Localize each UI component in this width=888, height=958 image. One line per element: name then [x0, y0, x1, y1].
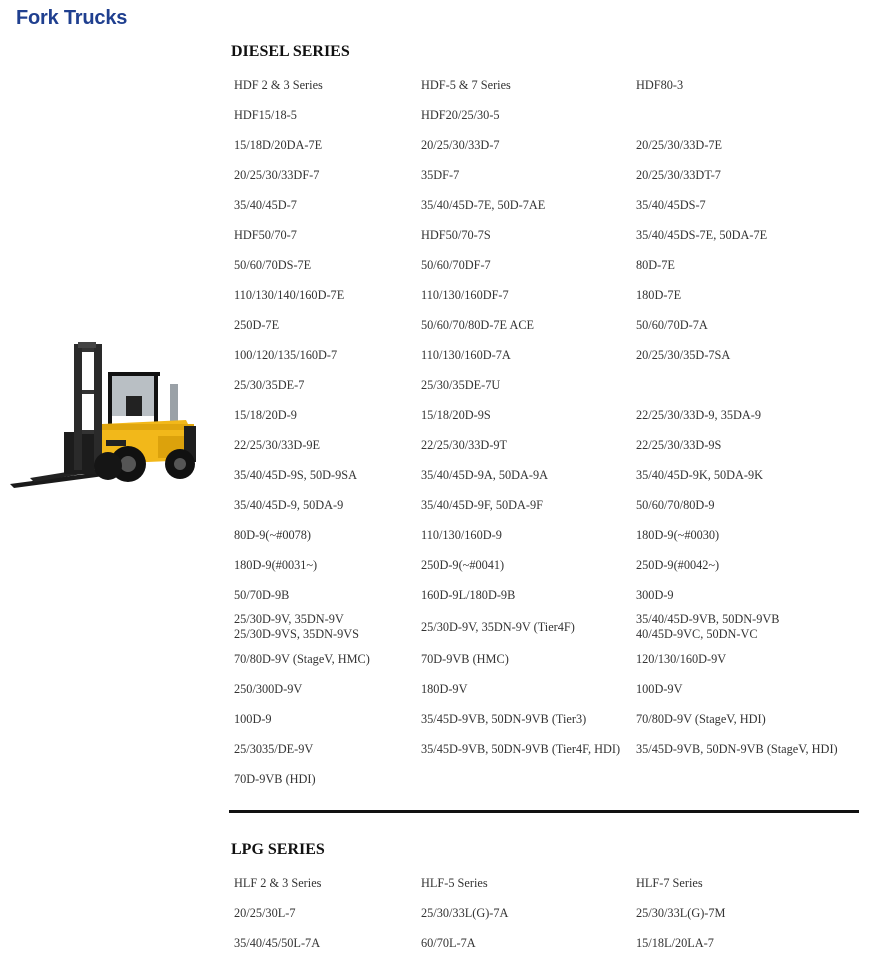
- model-name: 20/25/30/33D-7E: [636, 137, 723, 152]
- model-link[interactable]: [631, 490, 859, 520]
- model-name: 22/25/30/33D-9E: [234, 437, 321, 452]
- section-divider: [229, 810, 859, 813]
- model-name: 35/40/45D-9A, 50DA-9A: [421, 467, 549, 482]
- model-name: 50/60/70DF-7: [421, 257, 491, 272]
- model-link[interactable]: [229, 928, 416, 958]
- model-link[interactable]: [229, 674, 416, 704]
- model-name: 300D-9: [636, 587, 674, 602]
- model-link[interactable]: [416, 280, 631, 310]
- model-link[interactable]: [229, 400, 416, 430]
- model-name: 20/25/30L-7: [234, 905, 296, 920]
- model-link[interactable]: [631, 250, 859, 280]
- model-name: 20/25/30/35D-7SA: [636, 347, 731, 362]
- model-name: 35/40/45/50L-7A: [234, 935, 321, 950]
- model-name: 60/70L-7A: [421, 935, 476, 950]
- model-link[interactable]: [416, 430, 631, 460]
- model-link[interactable]: [229, 460, 416, 490]
- model-name: 20/25/30/33D-7: [421, 137, 500, 152]
- model-name: 180D-9(~#0030): [636, 527, 720, 542]
- model-link[interactable]: [631, 430, 859, 460]
- model-name: 250D-9(~#0041): [421, 557, 505, 572]
- model-link[interactable]: [416, 340, 631, 370]
- model-link[interactable]: [631, 280, 859, 310]
- model-name: 35/40/45D-9S, 50D-9SA: [234, 467, 357, 482]
- model-link[interactable]: [631, 674, 859, 704]
- model-name: 35/40/45D-7E, 50D-7AE: [421, 197, 546, 212]
- model-name: 25/30/35DE-7: [234, 377, 305, 392]
- model-name: HLF-5 Series: [421, 875, 488, 890]
- model-link[interactable]: [631, 868, 859, 898]
- model-link[interactable]: [416, 310, 631, 340]
- model-name: 25/30D-9V, 35DN-9V: [234, 612, 344, 626]
- model-link[interactable]: [631, 310, 859, 340]
- model-name: 80D-7E: [636, 257, 675, 272]
- model-name: 22/25/30/33D-9S: [636, 437, 722, 452]
- model-name: 50/60/70DS-7E: [234, 257, 312, 272]
- lpg-series-title: LPG SERIES: [231, 841, 325, 858]
- model-link[interactable]: [631, 928, 859, 958]
- model-name: 180D-7E: [636, 287, 682, 302]
- model-name: 50/60/70D-7A: [636, 317, 708, 332]
- lpg-model-grid: [229, 868, 859, 958]
- forklift-image: [8, 340, 198, 492]
- model-link[interactable]: [416, 490, 631, 520]
- empty-cell: [631, 764, 859, 794]
- model-link[interactable]: [631, 550, 859, 580]
- model-link[interactable]: [229, 734, 416, 764]
- empty-cell: [416, 764, 631, 794]
- model-name: 22/25/30/33D-9, 35DA-9: [636, 407, 762, 422]
- model-link[interactable]: [631, 160, 859, 190]
- model-link[interactable]: [416, 610, 631, 644]
- model-name: HLF-7 Series: [636, 875, 703, 890]
- model-link[interactable]: [416, 250, 631, 280]
- model-link[interactable]: [416, 734, 631, 764]
- model-link[interactable]: [229, 490, 416, 520]
- model-link[interactable]: [229, 430, 416, 460]
- model-link[interactable]: [229, 370, 416, 400]
- model-name: 35/45D-9VB, 50DN-9VB (Tier4F, HDI): [421, 741, 621, 756]
- model-link[interactable]: [416, 220, 631, 250]
- model-name: 110/130/160DF-7: [421, 287, 509, 302]
- model-name: HDF-5 & 7 Series: [421, 77, 511, 92]
- model-name: 250D-7E: [234, 317, 280, 332]
- model-link[interactable]: [416, 190, 631, 220]
- model-link[interactable]: [229, 520, 416, 550]
- model-link[interactable]: [631, 704, 859, 734]
- model-link[interactable]: [416, 160, 631, 190]
- model-link[interactable]: [416, 100, 631, 130]
- model-link[interactable]: [229, 160, 416, 190]
- model-link[interactable]: [229, 550, 416, 580]
- model-name: 80D-9(~#0078): [234, 527, 312, 542]
- model-name: 180D-9(#0031~): [234, 557, 318, 572]
- empty-cell: [631, 370, 859, 400]
- model-link[interactable]: [631, 340, 859, 370]
- model-link[interactable]: [416, 898, 631, 928]
- model-name: 250/300D-9V: [234, 681, 303, 696]
- diesel-model-grid: [229, 70, 859, 794]
- model-name: 25/30/35DE-7U: [421, 377, 501, 392]
- model-link[interactable]: [229, 868, 416, 898]
- model-name: 250D-9(#0042~): [636, 557, 720, 572]
- model-name: 40/45D-9VC, 50DN-VC: [636, 627, 758, 641]
- model-link[interactable]: [416, 704, 631, 734]
- model-name: 100/120/135/160D-7: [234, 347, 338, 362]
- model-link[interactable]: [631, 70, 859, 100]
- model-name: 110/130/160D-7A: [421, 347, 511, 362]
- model-name: 15/18L/20LA-7: [636, 935, 714, 950]
- model-link[interactable]: [229, 130, 416, 160]
- model-link[interactable]: [229, 220, 416, 250]
- model-link[interactable]: [229, 898, 416, 928]
- model-name: HDF80-3: [636, 77, 684, 92]
- lpg-series: [229, 840, 859, 958]
- model-name: 22/25/30/33D-9T: [421, 437, 508, 452]
- model-name: 35/40/45DS-7: [636, 197, 706, 212]
- model-link[interactable]: [416, 580, 631, 610]
- model-link[interactable]: [416, 928, 631, 958]
- model-link[interactable]: [229, 190, 416, 220]
- model-link[interactable]: [416, 400, 631, 430]
- model-name: 25/30D-9V, 35DN-9V (Tier4F): [421, 619, 575, 634]
- model-name: 15/18/20D-9: [234, 407, 297, 422]
- model-link[interactable]: [416, 550, 631, 580]
- model-name: HLF 2 & 3 Series: [234, 875, 322, 890]
- model-name: HDF20/25/30-5: [421, 107, 500, 122]
- model-link[interactable]: [229, 764, 416, 794]
- model-name: 35/40/45DS-7E, 50DA-7E: [636, 227, 768, 242]
- model-name: HDF 2 & 3 Series: [234, 77, 323, 92]
- model-name: HDF50/70-7S: [421, 227, 491, 242]
- model-link[interactable]: [631, 400, 859, 430]
- model-name: 35/45D-9VB, 50DN-9VB (StageV, HDI): [636, 741, 838, 756]
- model-name: 35/40/45D-9VB, 50DN-9VB: [636, 612, 780, 626]
- model-link[interactable]: [416, 868, 631, 898]
- model-link[interactable]: [631, 898, 859, 928]
- model-name: 110/130/140/160D-7E: [234, 287, 345, 302]
- model-link[interactable]: [631, 190, 859, 220]
- model-name: 120/130/160D-9V: [636, 651, 727, 666]
- model-link[interactable]: [631, 460, 859, 490]
- model-name: HDF50/70-7: [234, 227, 297, 242]
- model-name: 25/30D-9VS, 35DN-9VS: [234, 627, 360, 641]
- model-name: 110/130/160D-9: [421, 527, 502, 542]
- model-link[interactable]: [416, 130, 631, 160]
- model-link[interactable]: [229, 70, 416, 100]
- model-name: 35/40/45D-9K, 50DA-9K: [636, 467, 764, 482]
- model-link[interactable]: [416, 370, 631, 400]
- model-name: 35/40/45D-7: [234, 197, 297, 212]
- model-name: 25/30/33L(G)-7A: [421, 905, 509, 920]
- model-link[interactable]: [416, 460, 631, 490]
- model-name: 70D-9VB (HMC): [421, 651, 509, 666]
- model-name: 100D-9V: [636, 681, 683, 696]
- model-link[interactable]: [416, 520, 631, 550]
- diesel-series-title: DIESEL SERIES: [231, 43, 350, 60]
- model-link[interactable]: [416, 674, 631, 704]
- empty-cell: [631, 100, 859, 130]
- model-link[interactable]: [229, 100, 416, 130]
- model-link[interactable]: [631, 220, 859, 250]
- model-name: 100D-9: [234, 711, 272, 726]
- model-link[interactable]: [229, 310, 416, 340]
- model-link[interactable]: [229, 250, 416, 280]
- model-link[interactable]: [229, 704, 416, 734]
- model-name: 20/25/30/33DT-7: [636, 167, 721, 182]
- model-name: 35/40/45D-9, 50DA-9: [234, 497, 344, 512]
- model-link[interactable]: [631, 520, 859, 550]
- model-link[interactable]: [416, 644, 631, 674]
- model-link[interactable]: [229, 580, 416, 610]
- model-name: 20/25/30/33DF-7: [234, 167, 320, 182]
- model-name: 35DF-7: [421, 167, 460, 182]
- model-name: 35/45D-9VB, 50DN-9VB (Tier3): [421, 711, 587, 726]
- diesel-series: [229, 42, 859, 794]
- model-name: 15/18/20D-9S: [421, 407, 491, 422]
- model-link[interactable]: [631, 580, 859, 610]
- model-name: 70/80D-9V (StageV, HDI): [636, 711, 766, 726]
- model-link[interactable]: [631, 610, 859, 644]
- model-name: 50/60/70/80D-7E ACE: [421, 317, 535, 332]
- model-name: HDF15/18-5: [234, 107, 297, 122]
- model-name: 50/70D-9B: [234, 587, 290, 602]
- page-title: Fork Trucks: [16, 7, 128, 29]
- model-link[interactable]: [631, 130, 859, 160]
- model-link[interactable]: [229, 280, 416, 310]
- model-link[interactable]: [229, 610, 416, 644]
- model-name: 50/60/70/80D-9: [636, 497, 715, 512]
- model-link[interactable]: [229, 340, 416, 370]
- model-link[interactable]: [631, 644, 859, 674]
- model-name: 15/18D/20DA-7E: [234, 137, 323, 152]
- model-name: 70D-9VB (HDI): [234, 771, 316, 786]
- model-name: 160D-9L/180D-9B: [421, 587, 516, 602]
- model-link[interactable]: [631, 734, 859, 764]
- model-name: 70/80D-9V (StageV, HMC): [234, 651, 370, 666]
- model-name: 25/3035/DE-9V: [234, 741, 314, 756]
- model-name: 35/40/45D-9F, 50DA-9F: [421, 497, 543, 512]
- model-link[interactable]: [229, 644, 416, 674]
- model-link[interactable]: [416, 70, 631, 100]
- model-name: 180D-9V: [421, 681, 468, 696]
- model-name: 25/30/33L(G)-7M: [636, 905, 726, 920]
